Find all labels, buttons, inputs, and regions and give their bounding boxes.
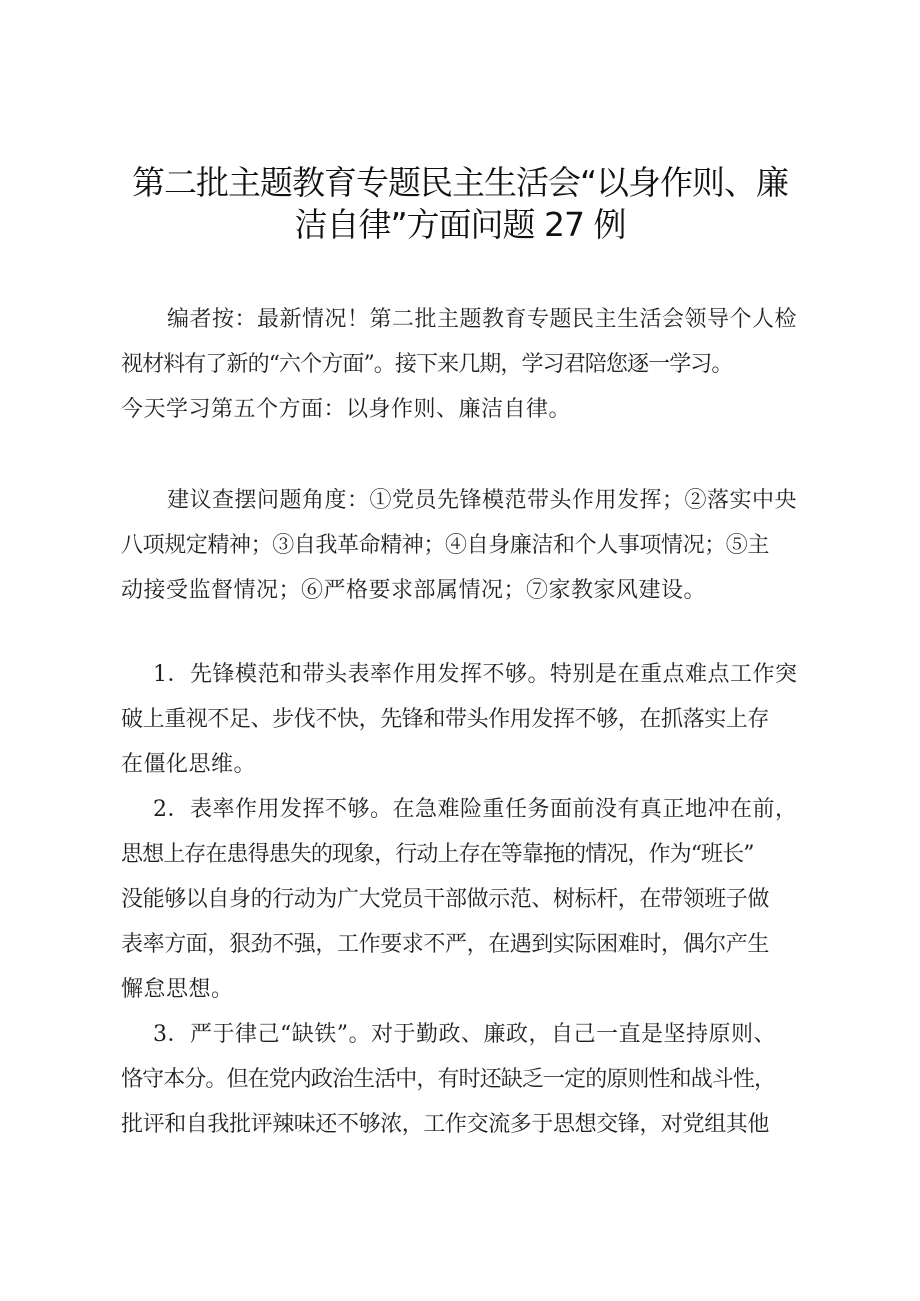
paragraph-line: 1．先锋模范和带头表率作用发挥不够。特别是在重点难点工作突	[153, 662, 798, 687]
problem-item-3	[121, 1012, 833, 1147]
paragraph-line: 表率方面，狠劲不强，工作要求不严，在遇到实际困难时，偶尔产生	[121, 932, 770, 957]
document-title-line-2: 洁自律”方面问题 27 例	[294, 205, 626, 244]
paragraph-line: 八项规定精神；③自我革命精神；④自身廉洁和个人事项情况；⑤主	[121, 533, 770, 558]
paragraph-line: 思想上存在患得患失的现象，行动上存在等靠拖的情况，作为“班长”	[121, 842, 754, 867]
paragraph-line: 今天学习第五个方面：以身作则、廉洁自律。	[121, 397, 572, 422]
suggestion-paragraph	[121, 478, 833, 613]
paragraph-line: 破上重视不足、步伐不快，先锋和带头作用发挥不够，在抓落实上存	[121, 707, 770, 732]
editor-note-paragraph	[121, 297, 833, 432]
paragraph-line: 恪守本分。但在党内政治生活中，有时还缺乏一定的原则性和战斗性，	[121, 1067, 776, 1092]
paragraph-line: 懈怠思想。	[121, 977, 234, 1002]
paragraph-line: 批评和自我批评辣味还不够浓，工作交流多于思想交锋，对党组其他	[121, 1112, 770, 1137]
document-title-line-1: 第二批主题教育专题民主生活会“以身作则、廉	[131, 163, 789, 202]
paragraph-line: 建议查摆问题角度：①党员先锋模范带头作用发挥；②落实中央	[167, 488, 798, 513]
problem-item-2	[121, 787, 833, 1012]
paragraph-line: 视材料有了新的“六个方面”。接下来几期，学习君陪您逐一学习。	[121, 352, 733, 377]
paragraph-line: 没能够以自身的行动为广大党员干部做示范、树标杆，在带领班子做	[121, 887, 770, 912]
paragraph-line: 2．表率作用发挥不够。在急难险重任务面前没有真正地冲在前，	[153, 797, 798, 822]
paragraph-line: 在僵化思维。	[121, 752, 257, 777]
paragraph-line: 3．严于律己“缺铁”。对于勤政、廉政，自己一直是坚持原则、	[153, 1022, 776, 1047]
problem-item-1	[121, 652, 833, 787]
paragraph-line: 动接受监督情况；⑥严格要求部属情况；⑦家教家风建设。	[121, 578, 707, 603]
paragraph-line: 编者按：最新情况！第二批主题教育专题民主生活会领导个人检	[167, 307, 798, 332]
